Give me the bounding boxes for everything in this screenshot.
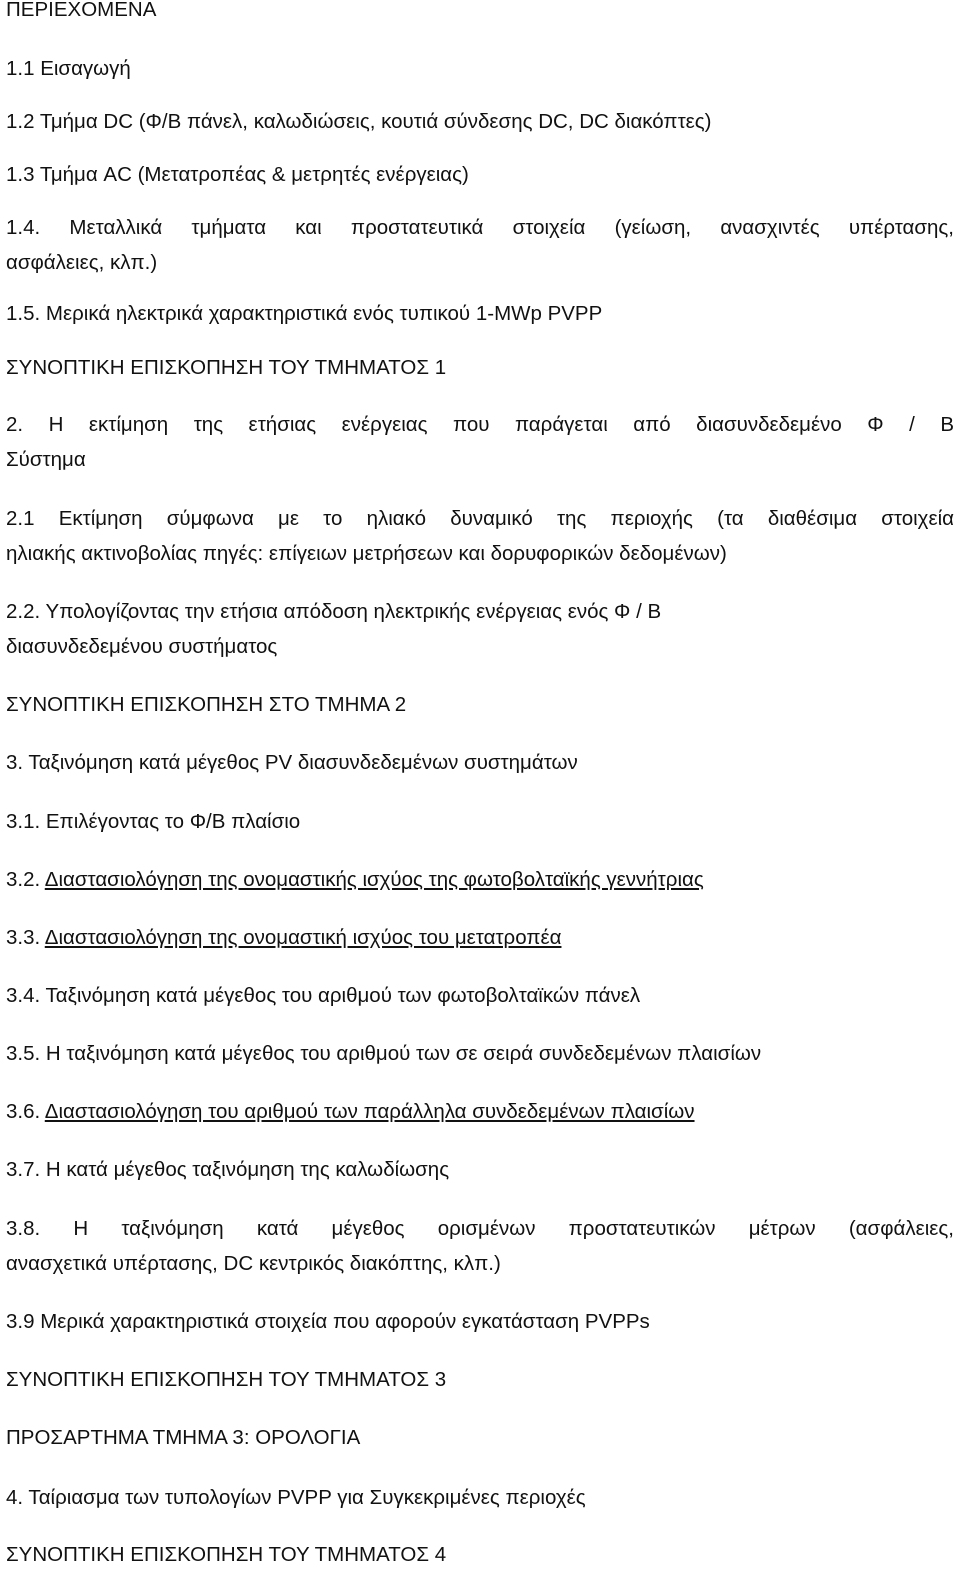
toc-entry-summary-4[interactable]: ΣΥΝΟΠΤΙΚΗ ΕΠΙΣΚΟΠΗΣΗ ΤΟΥ ΤΜΗΜΑΤΟΣ 4 [6,1543,447,1566]
toc-entry-1-4[interactable] [6,210,954,280]
toc-entry-3-1[interactable]: 3.1. Επιλέγοντας το Φ/Β πλαίσιο [6,810,301,833]
toc-entry-3-8-line2: ανασχετικά υπέρτασης, DC κεντρικός διακόπτης, κλπ.) [6,1252,501,1275]
toc-entry-appendix-3[interactable]: ΠΡΟΣΑΡΤΗΜΑ ΤΜΗΜΑ 3: ΟΡΟΛΟΓΙΑ [6,1426,361,1449]
toc-entry-summary-3[interactable]: ΣΥΝΟΠΤΙΚΗ ΕΠΙΣΚΟΠΗΣΗ ΤΟΥ ΤΜΗΜΑΤΟΣ 3 [6,1368,447,1391]
toc-entry-1-3[interactable]: 1.3 Τμήμα AC (Μετατροπέας & μετρητές ενέργειας) [6,163,469,186]
toc-entry-4[interactable]: 4. Ταίριασμα των τυπολογίων PVPP για Συγκεκριμένες περιοχές [6,1486,586,1509]
toc-entry-3-6-number: 3.6. [6,1100,45,1123]
toc-entry-3-6[interactable] [6,1094,954,1129]
toc-entry-3-2-number: 3.2. [6,868,45,891]
toc-entry-2-line2: Σύστημα [6,448,86,471]
toc-entry-3-6-title: Διαστασιολόγηση του αριθμού των παράλληλα συνδεδεμένων πλαισίων [44,1100,695,1123]
toc-entry-3-2[interactable] [6,862,954,897]
toc-entry-2[interactable] [6,407,954,477]
toc-entry-2-2-line2: διασυνδεδεμένου συστήματος [6,635,278,658]
toc-entry-3-4[interactable]: 3.4. Ταξινόμηση κατά μέγεθος του αριθμού των φωτοβολταϊκών πάνελ [6,984,641,1007]
toc-entry-2-2-line1: 2.2. Υπολογίζοντας την ετήσια απόδοση ηλεκτρικής ενέργειας ενός Φ / Β [6,600,662,623]
toc-entry-1-2[interactable]: 1.2 Τμήμα DC (Φ/Β πάνελ, καλωδιώσεις, κουτιά σύνδεσης DC, DC διακόπτες) [6,110,712,133]
toc-entry-3-7[interactable]: 3.7. Η κατά μέγεθος ταξινόμηση της καλωδίωσης [6,1158,450,1181]
toc-entry-1-1[interactable]: 1.1 Εισαγωγή [6,57,131,80]
toc-entry-summary-1[interactable]: ΣΥΝΟΠΤΙΚΗ ΕΠΙΣΚΟΠΗΣΗ ΤΟΥ ΤΜΗΜΑΤΟΣ 1 [6,356,447,379]
toc-entry-1-4-line2: ασφάλειες, κλπ.) [6,251,158,274]
toc-entry-2-1-line2: ηλιακής ακτινοβολίας πηγές: επίγειων μετρήσεων και δορυφορικών δεδομένων) [6,542,727,565]
toc-entry-3-3-number: 3.3. [6,926,45,949]
toc-entry-1-4-line1: 1.4. Μεταλλικά τμήματα και προστατευτικά στοιχεία (γείωση, ανασχιντές υπέρτασης, [6,216,954,239]
toc-entry-3[interactable]: 3. Ταξινόμηση κατά μέγεθος PV διασυνδεδεμένων συστημάτων [6,751,578,774]
toc-heading: ΠΕΡΙΕΧΟΜΕΝΑ [6,0,157,21]
toc-entry-2-2[interactable] [6,594,954,664]
toc-entry-3-8-line1: 3.8. Η ταξινόμηση κατά μέγεθος ορισμένων προστατευτικών μέτρων (ασφάλειες, [6,1217,954,1240]
toc-entry-summary-2[interactable]: ΣΥΝΟΠΤΙΚΗ ΕΠΙΣΚΟΠΗΣΗ ΣΤΟ ΤΜΗΜΑ 2 [6,693,407,716]
toc-entry-3-3[interactable] [6,920,954,955]
toc-entry-3-8[interactable] [6,1211,954,1281]
toc-entry-2-1[interactable] [6,501,954,571]
toc-entry-3-2-title: Διαστασιολόγηση της ονομαστικής ισχύος της φωτοβολταϊκής γεννήτριας [44,868,704,891]
toc-entry-3-5[interactable]: 3.5. Η ταξινόμηση κατά μέγεθος του αριθμού των σε σειρά συνδεδεμένων πλαισίων [6,1042,762,1065]
toc-entry-3-9[interactable]: 3.9 Μερικά χαρακτηριστικά στοιχεία που αφορούν εγκατάσταση PVPPs [6,1310,650,1333]
toc-entry-2-line1: 2. Η εκτίμηση της ετήσιας ενέργειας που παράγεται από διασυνδεδεμένο Φ / Β [6,413,954,436]
toc-entry-2-1-line1: 2.1 Εκτίμηση σύμφωνα με το ηλιακό δυναμικό της περιοχής (τα διαθέσιμα στοιχεία [6,507,954,530]
toc-entry-1-5[interactable]: 1.5. Μερικά ηλεκτρικά χαρακτηριστικά ενός τυπικού 1-MWp PVPP [6,302,603,325]
toc-entry-3-3-title: Διαστασιολόγηση της ονομαστική ισχύος του μετατροπέα [44,926,562,949]
